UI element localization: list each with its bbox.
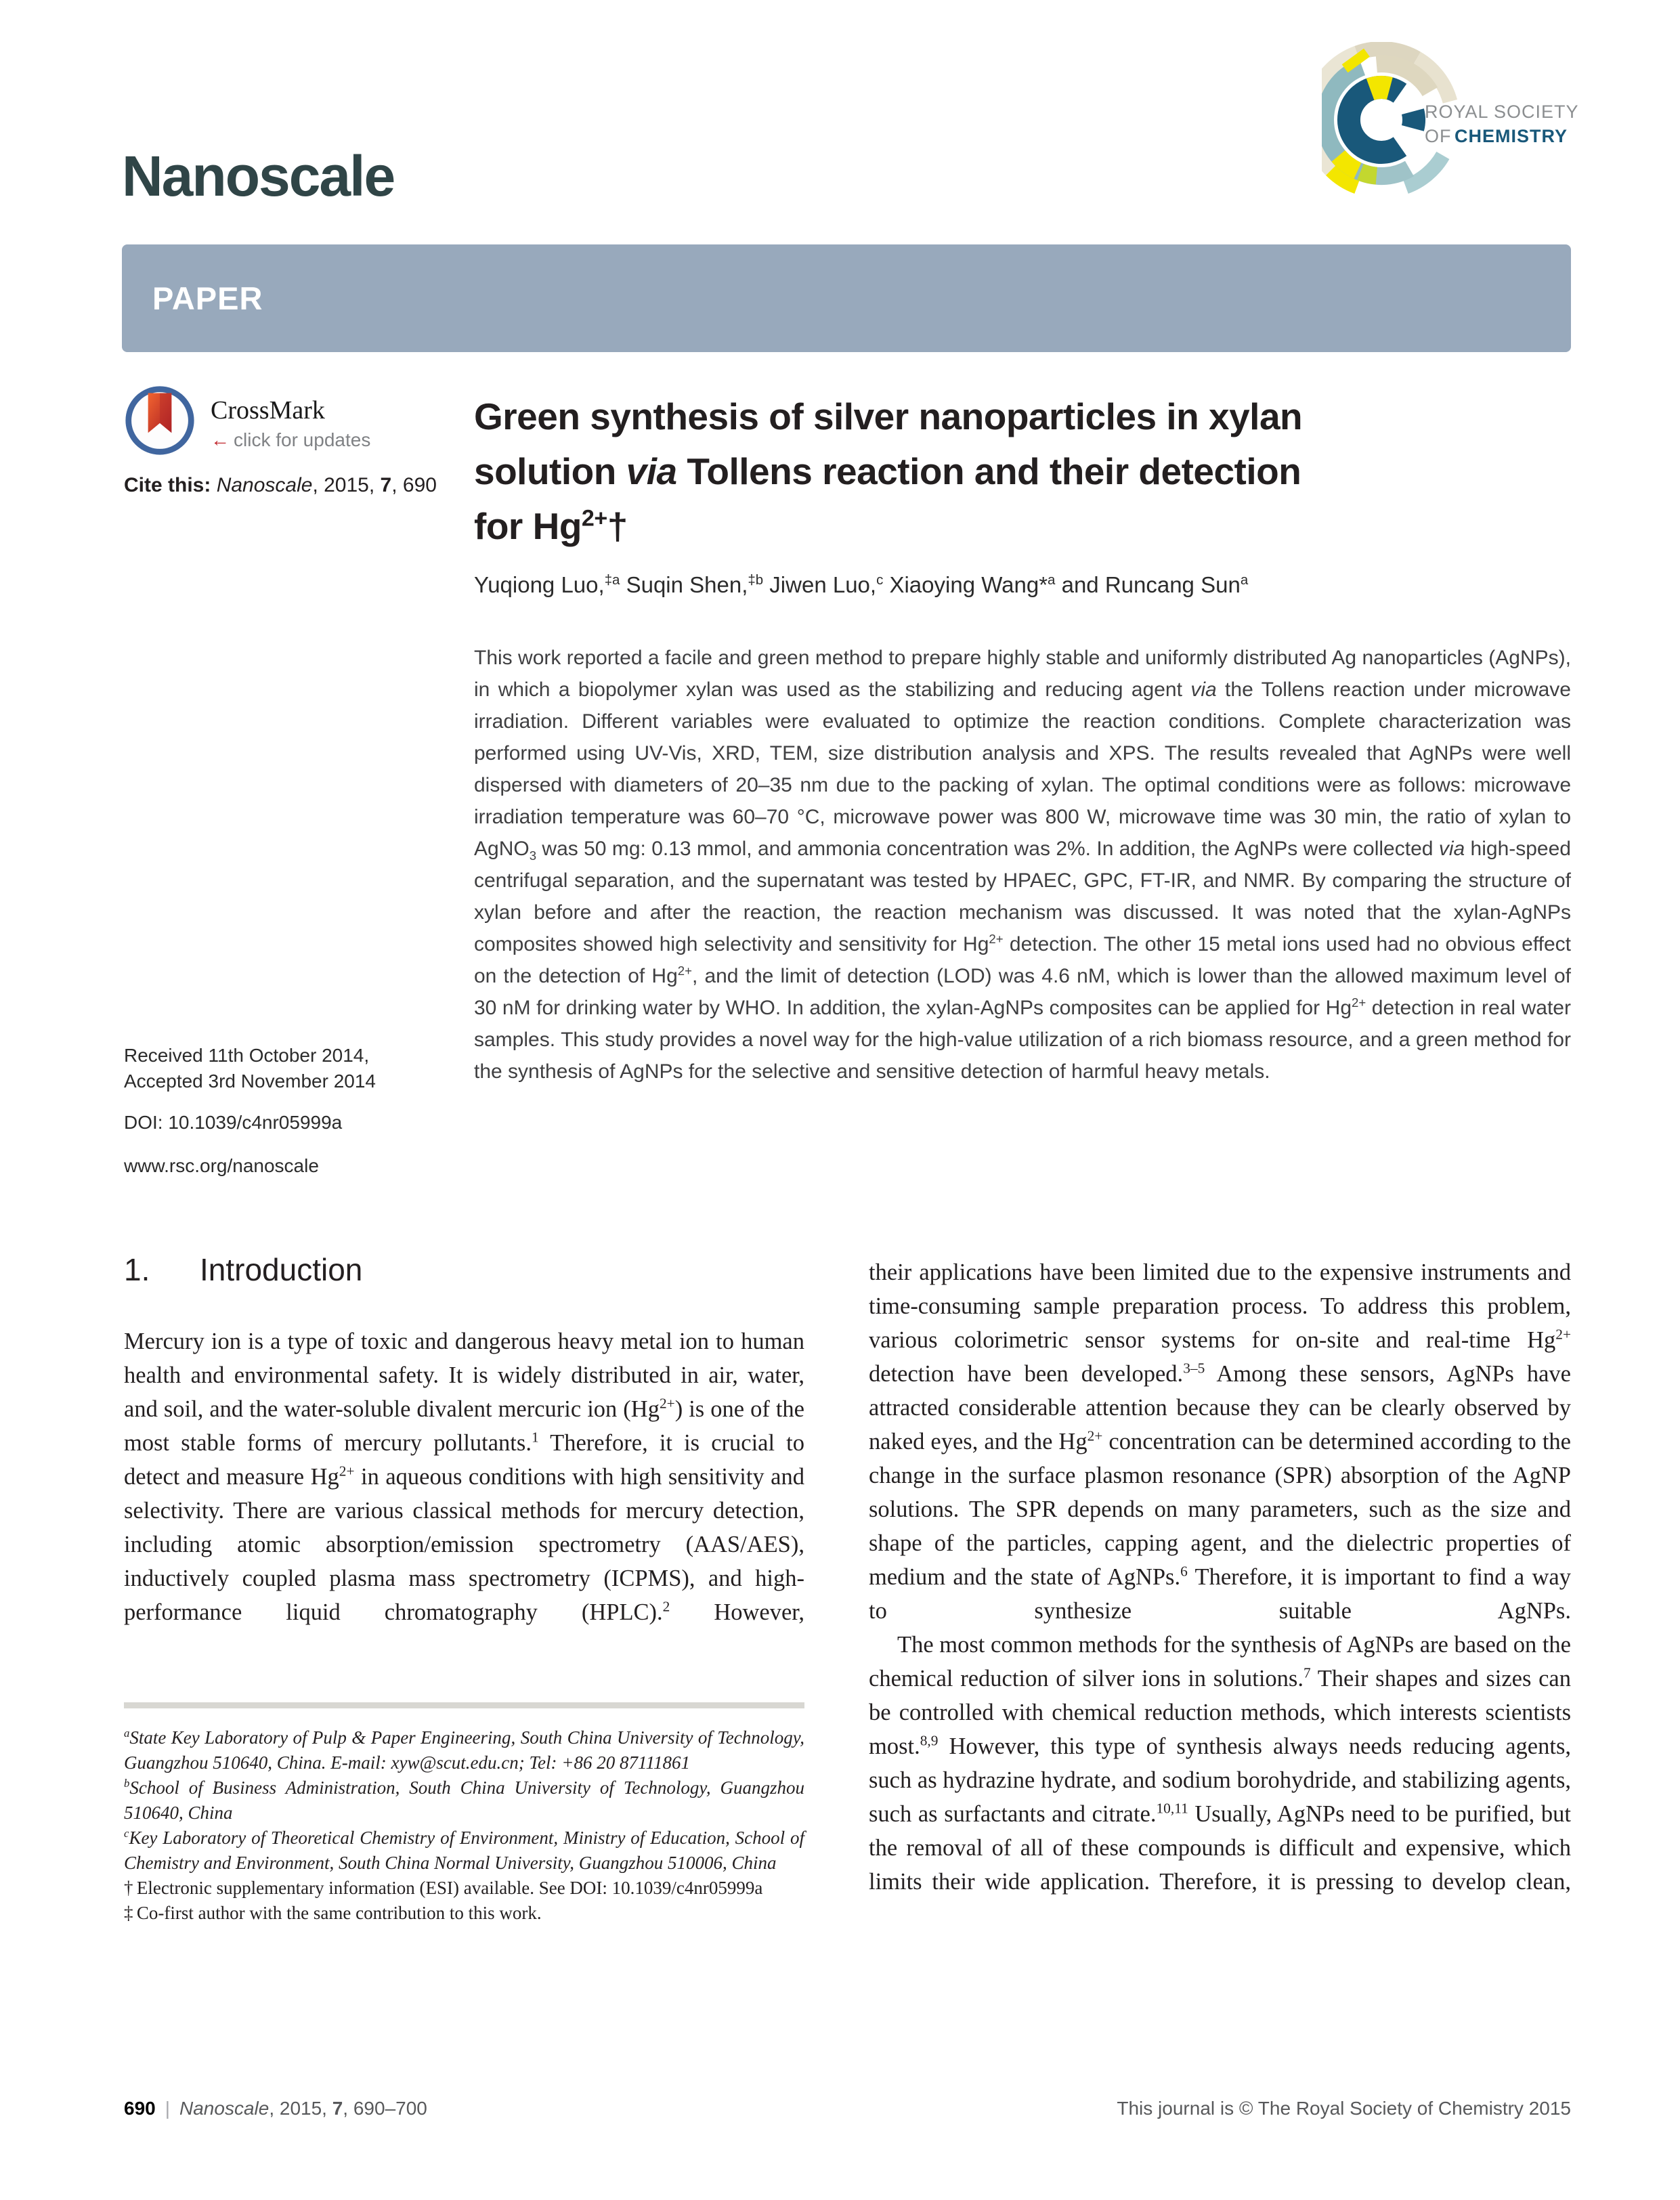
page-footer-left: [124, 2098, 427, 2119]
footnote-affiliation-c: $^c$Key Laboratory of Theoretical Chemistry of Environment, Ministry of Education, School of Chemistry and Environment, South China Normal University, Guangzhou 510006, China: [124, 1827, 804, 1873]
accepted-date: Accepted 3rd November 2014: [124, 1071, 376, 1092]
footer-divider: |: [165, 2098, 170, 2119]
crossmark-arrow-icon: ←: [211, 429, 230, 450]
article-type-label: PAPER: [152, 280, 263, 316]
footer-citation: Nanoscale, 2015, 7, 690–700: [179, 2098, 427, 2119]
section-title: Introduction: [200, 1252, 363, 1287]
crossmark-icon: [124, 385, 196, 456]
article-title-line2: solution via Tollens reaction and their detection: [474, 450, 1301, 492]
rsc-logo: [1322, 42, 1579, 208]
doi: DOI: 10.1039/c4nr05999a: [124, 1112, 343, 1133]
publication-dates: [124, 1043, 376, 1094]
rsc-logo-line2-prefix: OF: [1425, 126, 1452, 146]
intro-paragraph-2: their applications have been limited due to the expensive instruments and time-consuming sample preparation process. To address this problem, various colorimetric sensor systems for on-site and real-time $Hg^{2+}$ detection have been developed.$^{3-5}$ Among these sensors, AgNPs have attracted considerable attention because they can be clearly observed by naked eyes, and the $Hg^{2+}$ concentration can be determined according to the change in the surface plasmon resonance (SPR) absorption of the AgNP solutions. The SPR depends on many parameters, such as the size and shape of the particles, capping agent, and the dielectric properties of medium and the state of AgNPs.$^6$ Therefore, it is important to find a way to synthesize suitable AgNPs.: [869, 1259, 1571, 1624]
footnote-cofirst: ‡ Co-first author with the same contribution to this work.: [124, 1903, 542, 1923]
rsc-logo-line1: ROYAL SOCIETY: [1425, 102, 1579, 122]
section-number: 1.: [124, 1252, 150, 1287]
body-column-right: [869, 1255, 1571, 1899]
footnote-affiliation-a: $^a$State Key Laboratory of Pulp & Paper Engineering, South China University of Technology, Guangzhou 510640, China. E-mail: xyw@scut.edu.cn; Tel: +86 20 87111861: [124, 1727, 804, 1773]
section-heading: [124, 1251, 362, 1288]
copyright-notice: This journal is © The Royal Society of Chemistry 2015: [1117, 2098, 1571, 2119]
article-title-line1: Green synthesis of silver nanoparticles in xylan: [474, 395, 1303, 437]
intro-paragraph-3: The most common methods for the synthesis of AgNPs are based on the chemical reduction of silver ions in solutions.$^7$ Their shapes and sizes can be controlled with chemical reduction methods, which interests scientists most.$^{8,9}$ However, this type of synthesis always needs reducing agents, such as hydrazine hydrate, and sodium borohydride, and stabilizing agents, such as surfactants and citrate.$^{10,11}$ Usually, AgNPs need to be purified, but the removal of all of these compounds is difficult and expensive, which limits their wide application. Therefore, it is pressing to develop clean,: [869, 1632, 1571, 1895]
crossmark-tagline-text: click for updates: [234, 429, 371, 450]
intro-paragraph-1: Mercury ion is a type of toxic and dangerous heavy metal ion to human health and environmental safety. It is widely distributed in air, water, and soil, and the water-soluble divalent mercuric ion $(Hg^{2+})$ is one of the most stable forms of mercury pollutants.$^1$ Therefore, it is crucial to detect and measure $Hg^{2+}$ in aqueous conditions with high sensitivity and selectivity. There are various classical methods for mercury detection, including atomic absorption/emission spectrometry (AAS/AES), inductively coupled plasma mass spectrometry (ICPMS), and high-performance liquid chromatography (HPLC).$^2$ However,: [124, 1329, 804, 1625]
article-title-line3: for $Hg^{2+}\dagger$: [474, 505, 628, 547]
crossmark-tagline[interactable]: [211, 429, 370, 451]
article-abstract: This work reported a facile and green method to prepare highly stable and uniformly distributed Ag nanoparticles (AgNPs), in which a biopolymer xylan was used as the stabilizing and reducing agent via the Tollens reaction under microwave irradiation. Different variables were evaluated to optimize the reaction conditions. Complete characterization was performed using UV-Vis, XRD, TEM, size distribution analysis and XPS. The results revealed that AgNPs were well dispersed with diameters of 20–35 nm due to the packing of xylan. The optimal conditions were as follows: microwave irradiation temperature was 60–70 °C, microwave power was 800 W, microwave time was 30 min, the ratio of xylan to AgNO$_3$ was 50 mg: 0.13 mmol, and ammonia concentration was 2%. In addition, the AgNPs were collected via high-speed centrifugal separation, and the supernatant was tested by HPAEC, GPC, FT-IR, and NMR. By comparing the structure of xylan before and after the reaction, the reaction mechanism was discussed. It was noted that the xylan-AgNPs composites showed high selectivity and sensitivity for $Hg^{2+}$ detection. The other 15 metal ions used had no obvious effect on the detection of $Hg^{2+}$, and the limit of detection (LOD) was 4.6 nM, which is lower than the allowed maximum level of 30 nM for drinking water by WHO. In addition, the xylan-AgNPs composites can be applied for $Hg^{2+}$ detection in real water samples. This study provides a novel way for the high-value utilization of a rich biomass resource, and a green method for the synthesis of AgNPs for the selective and sensitive detection of harmful heavy metals.: [474, 647, 1571, 1083]
received-date: Received 11th October 2014,: [124, 1045, 370, 1066]
footnotes: [124, 1725, 804, 1926]
crossmark-name: CrossMark: [211, 396, 325, 425]
footnote-divider: [124, 1702, 804, 1708]
rsc-logo-icon: [1322, 42, 1579, 204]
footnote-affiliation-b: $^b$School of Business Administration, South China University of Technology, Guangzhou 510640, China: [124, 1777, 804, 1823]
crossmark-badge[interactable]: [124, 385, 370, 456]
article-title: [474, 389, 1585, 554]
article-authors: Yuqiong Luo,$^{\ddagger a}$ Suqin Shen,$^{\ddagger b}$ Jiwen Luo,$^c$ Xiaoying Wang*$^a$ and Runcang Sun$^a$: [474, 572, 1249, 597]
article-type-banner: [122, 244, 1571, 352]
body-column-left: [124, 1324, 804, 1629]
cite-this-label: Cite this:: [124, 474, 211, 496]
rsc-logo-line2-name: CHEMISTRY: [1455, 126, 1568, 146]
cite-this-reference: Nanoscale, 2015, 7, 690: [216, 474, 437, 496]
footnote-esi: † Electronic supplementary information (ESI) available. See DOI: 10.1039/c4nr05999a: [124, 1878, 763, 1898]
cite-this: [124, 474, 437, 497]
journal-masthead: Nanoscale: [122, 144, 395, 208]
journal-url[interactable]: www.rsc.org/nanoscale: [124, 1155, 319, 1176]
page-number: 690: [124, 2098, 156, 2119]
